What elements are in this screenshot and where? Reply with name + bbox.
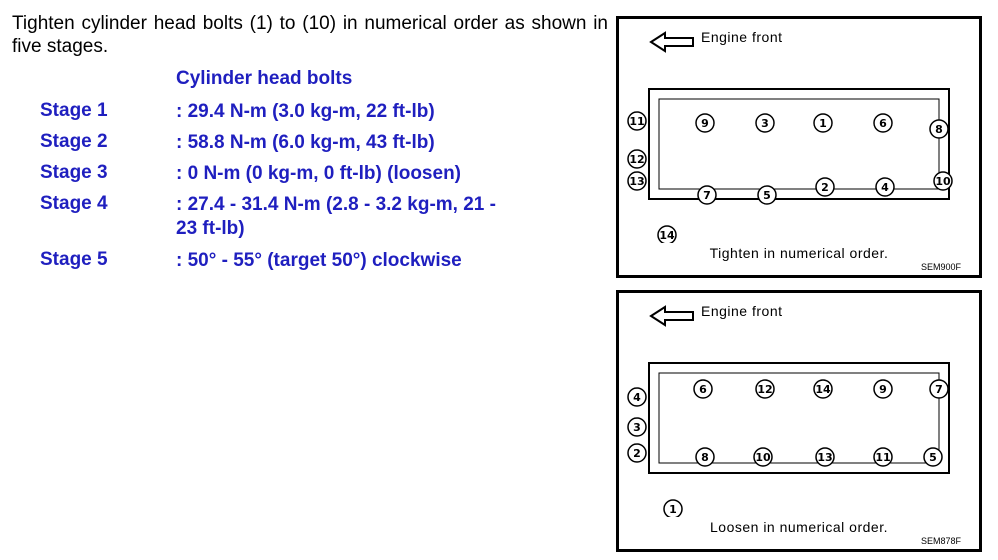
stage-label: Stage 3 (40, 162, 108, 183)
loosen-order-figure (616, 290, 982, 552)
bolt-number: 13 (629, 175, 645, 188)
bolt-number: 11 (629, 115, 645, 128)
tighten-order-figure (616, 16, 982, 278)
engine-front-arrow-icon (649, 305, 695, 327)
stage-value: : 58.8 N-m (6.0 kg-m, 43 ft-lb) (176, 132, 435, 153)
head-inner-outline (659, 99, 939, 189)
head-outline (649, 89, 949, 199)
bolt-number: 14 (659, 229, 675, 242)
cylinder-head-diagram (627, 59, 973, 243)
bolt-number: 14 (815, 383, 831, 396)
stage-label: Stage 5 (40, 249, 108, 270)
bolt-number: 2 (821, 181, 829, 194)
bolt-number: 8 (935, 123, 943, 136)
bolt-number: 9 (701, 117, 709, 130)
head-outline (649, 363, 949, 473)
bolt-number: 7 (935, 383, 943, 396)
bolt-number: 5 (929, 451, 937, 464)
bolt-number: 4 (881, 181, 889, 194)
figure-code: SEM900F (920, 262, 961, 272)
bolt-number: 5 (763, 189, 771, 202)
stage-label: Stage 1 (40, 100, 108, 121)
bolt-number: 6 (879, 117, 887, 130)
bolt-number: 4 (633, 391, 641, 404)
bolt-number: 7 (703, 189, 711, 202)
stage-value: : 27.4 - 31.4 N-m (2.8 - 3.2 kg-m, 21 - 23 ft-lb) (176, 194, 496, 239)
stage-label: Stage 4 (40, 193, 108, 214)
bolt-number: 9 (879, 383, 887, 396)
cylinder-head-diagram (627, 333, 973, 517)
figure-code: SEM878F (920, 536, 961, 546)
bolt-number: 11 (875, 451, 891, 464)
bolt-number: 3 (633, 421, 641, 434)
bolt-number: 1 (669, 503, 677, 516)
bolt-number: 2 (633, 447, 641, 460)
bolt-number: 13 (817, 451, 833, 464)
engine-front-label: Engine front (701, 303, 783, 319)
spec-heading: Cylinder head bolts (176, 68, 353, 89)
engine-front-label: Engine front (701, 29, 783, 45)
bolt-number: 3 (761, 117, 769, 130)
stage-value: : 29.4 N-m (3.0 kg-m, 22 ft-lb) (176, 101, 435, 122)
stage-label: Stage 2 (40, 131, 108, 152)
figure-caption: Tighten in numerical order. (709, 245, 889, 261)
instruction-text: Tighten cylinder head bolts (1) to (10) in numerical order as shown in five stages. (12, 13, 608, 57)
bolt-number: 10 (935, 175, 951, 188)
bolt-number: 8 (701, 451, 709, 464)
stage-value: : 0 N-m (0 kg-m, 0 ft-lb) (loosen) (176, 163, 461, 184)
bolt-number: 1 (819, 117, 827, 130)
bolt-group (628, 112, 952, 243)
engine-front-arrow-icon (649, 31, 695, 53)
stage-value: : 50° - 55° (target 50°) clockwise (176, 250, 462, 271)
bolt-number: 6 (699, 383, 707, 396)
figure-caption: Loosen in numerical order. (710, 519, 888, 535)
bolt-number: 10 (755, 451, 771, 464)
bolt-number: 12 (757, 383, 773, 396)
bolt-number: 12 (629, 153, 645, 166)
bolt-group (628, 380, 948, 517)
